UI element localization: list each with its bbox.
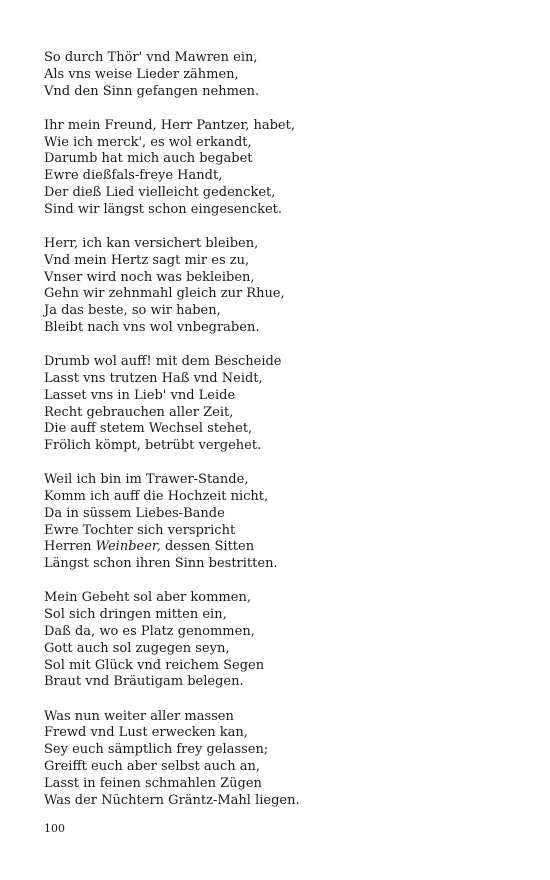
verse-line: Da in süssem Liebes-Bande bbox=[44, 505, 225, 521]
verse-line: Ja das beste, so wir haben, bbox=[44, 303, 221, 319]
stanza-4 bbox=[44, 354, 514, 455]
verse-line: Ewre dießfals-freye Handt, bbox=[44, 168, 223, 184]
stanza-5 bbox=[44, 472, 514, 573]
verse-line: Sey euch sämptlich frey gelassen; bbox=[44, 742, 269, 758]
italic-name: Weinbeer, bbox=[95, 539, 161, 555]
verse-line-prefix: Herren bbox=[44, 539, 96, 555]
verse-line: Daß da, wo es Platz genommen, bbox=[44, 624, 255, 640]
verse-line: Gehn wir zehnmahl gleich zur Rhue, bbox=[44, 286, 285, 302]
verse-line: Komm ich auff die Hochzeit nicht, bbox=[44, 489, 269, 505]
verse-line: Als vns weise Lieder zähmen, bbox=[44, 66, 239, 82]
verse-line: Weil ich bin im Trawer-Stande, bbox=[44, 472, 249, 488]
verse-line: Frewd vnd Lust erwecken kan, bbox=[44, 725, 248, 741]
verse-line: Sol mit Glück vnd reichem Segen bbox=[44, 657, 265, 673]
verse-line: Was nun weiter aller massen bbox=[44, 708, 234, 724]
verse-line: Braut vnd Bräutigam belegen. bbox=[44, 674, 244, 690]
verse-line: Drumb wol auff! mit dem Bescheide bbox=[44, 354, 282, 370]
verse-line: Bleibt nach vns wol vnbegraben. bbox=[44, 319, 260, 335]
verse-line: So durch Thör' vnd Mawren ein, bbox=[44, 50, 258, 65]
verse-line: Darumb hat mich auch begabet bbox=[44, 151, 253, 167]
verse-line: Recht gebrauchen aller Zeit, bbox=[44, 404, 234, 420]
verse-line: Mein Gebeht sol aber kommen, bbox=[44, 590, 251, 606]
verse-line: Sol sich dringen mitten ein, bbox=[44, 607, 227, 623]
stanza-7 bbox=[44, 709, 514, 810]
verse-line: Herr, ich kan versichert bleiben, bbox=[44, 235, 259, 251]
page-number: 100 bbox=[44, 822, 65, 835]
stanza-1 bbox=[44, 50, 514, 100]
verse-line: Was der Nüchtern Gräntz-Mahl liegen. bbox=[44, 792, 300, 808]
verse-line: Sind wir längst schon eingesencket. bbox=[44, 201, 282, 217]
verse-line: Ihr mein Freund, Herr Pantzer, habet, bbox=[44, 117, 295, 133]
verse-line: Vnser wird noch was bekleiben, bbox=[44, 269, 255, 285]
poem-body bbox=[44, 50, 514, 827]
stanza-6 bbox=[44, 590, 514, 691]
verse-line: Lasst vns trutzen Haß vnd Neidt, bbox=[44, 370, 263, 386]
verse-line: Vnd mein Hertz sagt mir es zu, bbox=[44, 252, 250, 268]
verse-line: Vnd den Sinn gefangen nehmen. bbox=[44, 83, 260, 99]
stanza-2 bbox=[44, 118, 514, 219]
stanza-3 bbox=[44, 236, 514, 337]
verse-line-with-name bbox=[44, 539, 514, 556]
verse-line: Die auff stetem Wechsel stehet, bbox=[44, 421, 253, 437]
verse-line: Frölich kömpt, betrübt vergehet. bbox=[44, 438, 262, 454]
verse-line: Längst schon ihren Sinn bestritten. bbox=[44, 556, 278, 572]
verse-line: Gott auch sol zugegen seyn, bbox=[44, 640, 230, 656]
verse-line-suffix: dessen Sitten bbox=[160, 539, 255, 555]
verse-line: Lasst in feinen schmahlen Zügen bbox=[44, 775, 262, 791]
verse-line: Greifft euch aber selbst auch an, bbox=[44, 759, 261, 775]
verse-line: Ewre Tochter sich verspricht bbox=[44, 522, 236, 538]
verse-line: Der dieß Lied vielleicht gedencket, bbox=[44, 184, 276, 200]
verse-line: Wie ich merck', es wol erkandt, bbox=[44, 134, 252, 150]
verse-line: Lasset vns in Lieb' vnd Leide bbox=[44, 387, 236, 403]
